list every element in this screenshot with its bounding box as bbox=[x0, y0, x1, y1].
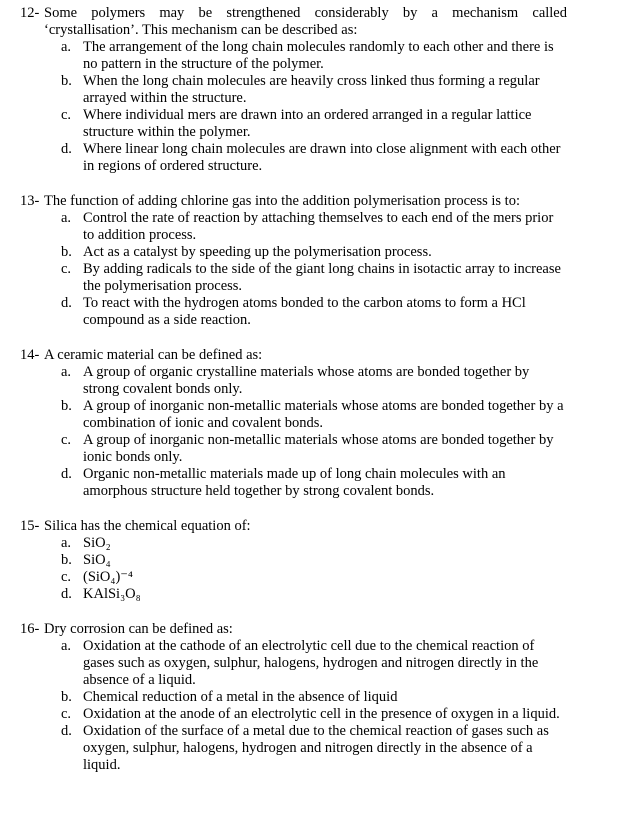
option-letter: c. bbox=[61, 107, 72, 123]
option-text: By adding radicals to the side of the giant long chains in isotactic array to increase the polymerisation process. bbox=[83, 261, 561, 294]
option-c bbox=[0, 107, 617, 141]
option-c bbox=[0, 569, 617, 586]
option-d bbox=[0, 141, 617, 175]
option-c bbox=[0, 432, 617, 466]
option-list bbox=[0, 39, 617, 175]
question-text: The function of adding chlorine gas into the addition polymerisation process is to: bbox=[44, 193, 520, 209]
option-text: SiO₂ bbox=[83, 535, 111, 551]
option-a bbox=[0, 535, 617, 552]
option-b bbox=[0, 73, 617, 107]
option-b bbox=[0, 398, 617, 432]
question-16 bbox=[0, 621, 617, 774]
option-text: Where linear long chain molecules are drawn into close alignment with each other in regions of ordered structure. bbox=[83, 141, 561, 174]
option-text: Organic non-metallic materials made up of long chain molecules with an amorphous structure held together by strong covalent bonds. bbox=[83, 466, 506, 499]
question-number: 12- bbox=[20, 5, 40, 21]
option-text: The arrangement of the long chain molecules randomly to each other and there is no pattern in the structure of the polymer. bbox=[83, 39, 554, 72]
option-letter: b. bbox=[61, 398, 72, 414]
option-letter: a. bbox=[61, 39, 72, 55]
option-text: Where individual mers are drawn into an ordered arranged in a regular lattice structure within the polymer. bbox=[83, 107, 532, 140]
option-a bbox=[0, 364, 617, 398]
option-text: SiO₄ bbox=[83, 552, 111, 568]
question-number: 14- bbox=[20, 347, 40, 363]
option-a bbox=[0, 39, 617, 73]
option-b bbox=[0, 552, 617, 569]
option-letter: d. bbox=[61, 723, 72, 739]
option-d bbox=[0, 295, 617, 329]
question-14 bbox=[0, 347, 617, 500]
option-text: Oxidation at the cathode of an electrolytic cell due to the chemical reaction of gases such as oxygen, sulphur, halogens, hydrogen and nitrogen directly in the absence of a liquid. bbox=[83, 638, 539, 688]
option-a bbox=[0, 210, 617, 244]
question-stem bbox=[0, 5, 617, 39]
question-sheet bbox=[0, 5, 617, 792]
option-letter: b. bbox=[61, 244, 72, 260]
option-letter: a. bbox=[61, 535, 72, 551]
question-number: 16- bbox=[20, 621, 40, 637]
option-text: To react with the hydrogen atoms bonded to the carbon atoms to form a HCl compound as a side reaction. bbox=[83, 295, 526, 328]
question-text: Some polymers may be strengthened considerably by a mechanism called ‘crystallisation’. This mechanism can be described as: bbox=[44, 5, 567, 38]
option-letter: c. bbox=[61, 432, 72, 448]
question-13 bbox=[0, 193, 617, 329]
question-text: Silica has the chemical equation of: bbox=[44, 518, 251, 534]
option-letter: b. bbox=[61, 73, 72, 89]
option-c bbox=[0, 706, 617, 723]
option-text: (SiO₄)⁻⁴ bbox=[83, 569, 133, 585]
option-text: Act as a catalyst by speeding up the polymerisation process. bbox=[83, 244, 432, 260]
option-letter: d. bbox=[61, 586, 72, 602]
option-text: When the long chain molecules are heavily cross linked thus forming a regular arrayed within the structure. bbox=[83, 73, 540, 106]
option-text: Oxidation at the anode of an electrolytic cell in the presence of oxygen in a liquid. bbox=[83, 706, 560, 722]
option-letter: b. bbox=[61, 689, 72, 705]
question-stem bbox=[0, 193, 617, 210]
question-stem bbox=[0, 347, 617, 364]
option-list bbox=[0, 638, 617, 774]
option-text: A group of inorganic non-metallic materials whose atoms are bonded together by a combination of ionic and covalent bonds. bbox=[83, 398, 564, 431]
option-letter: d. bbox=[61, 295, 72, 311]
option-letter: d. bbox=[61, 141, 72, 157]
question-12 bbox=[0, 5, 617, 175]
option-text: Control the rate of reaction by attaching themselves to each end of the mers prior to addition process. bbox=[83, 210, 554, 243]
option-letter: c. bbox=[61, 706, 72, 722]
option-text: KAlSi₃O₈ bbox=[83, 586, 141, 602]
option-d bbox=[0, 466, 617, 500]
option-text: Chemical reduction of a metal in the absence of liquid bbox=[83, 689, 398, 705]
option-letter: b. bbox=[61, 552, 72, 568]
option-letter: c. bbox=[61, 261, 72, 277]
option-d bbox=[0, 586, 617, 603]
question-number: 13- bbox=[20, 193, 40, 209]
option-b bbox=[0, 244, 617, 261]
option-letter: a. bbox=[61, 638, 72, 654]
option-list bbox=[0, 364, 617, 500]
question-stem bbox=[0, 518, 617, 535]
option-text: A group of organic crystalline materials whose atoms are bonded together by strong covalent bonds only. bbox=[83, 364, 530, 397]
question-text: Dry corrosion can be defined as: bbox=[44, 621, 233, 637]
option-c bbox=[0, 261, 617, 295]
option-text: A group of inorganic non-metallic materials whose atoms are bonded together by ionic bonds only. bbox=[83, 432, 554, 465]
option-letter: d. bbox=[61, 466, 72, 482]
option-letter: a. bbox=[61, 210, 72, 226]
question-stem bbox=[0, 621, 617, 638]
question-15 bbox=[0, 518, 617, 603]
option-letter: c. bbox=[61, 569, 72, 585]
option-text: Oxidation of the surface of a metal due to the chemical reaction of gases such as oxygen, sulphur, halogens, hydrogen and nitrogen directly in the absence of a liquid. bbox=[83, 723, 549, 773]
option-a bbox=[0, 638, 617, 689]
option-b bbox=[0, 689, 617, 706]
option-d bbox=[0, 723, 617, 774]
question-number: 15- bbox=[20, 518, 40, 534]
question-text: A ceramic material can be defined as: bbox=[44, 347, 263, 363]
option-letter: a. bbox=[61, 364, 72, 380]
option-list bbox=[0, 535, 617, 603]
option-list bbox=[0, 210, 617, 329]
